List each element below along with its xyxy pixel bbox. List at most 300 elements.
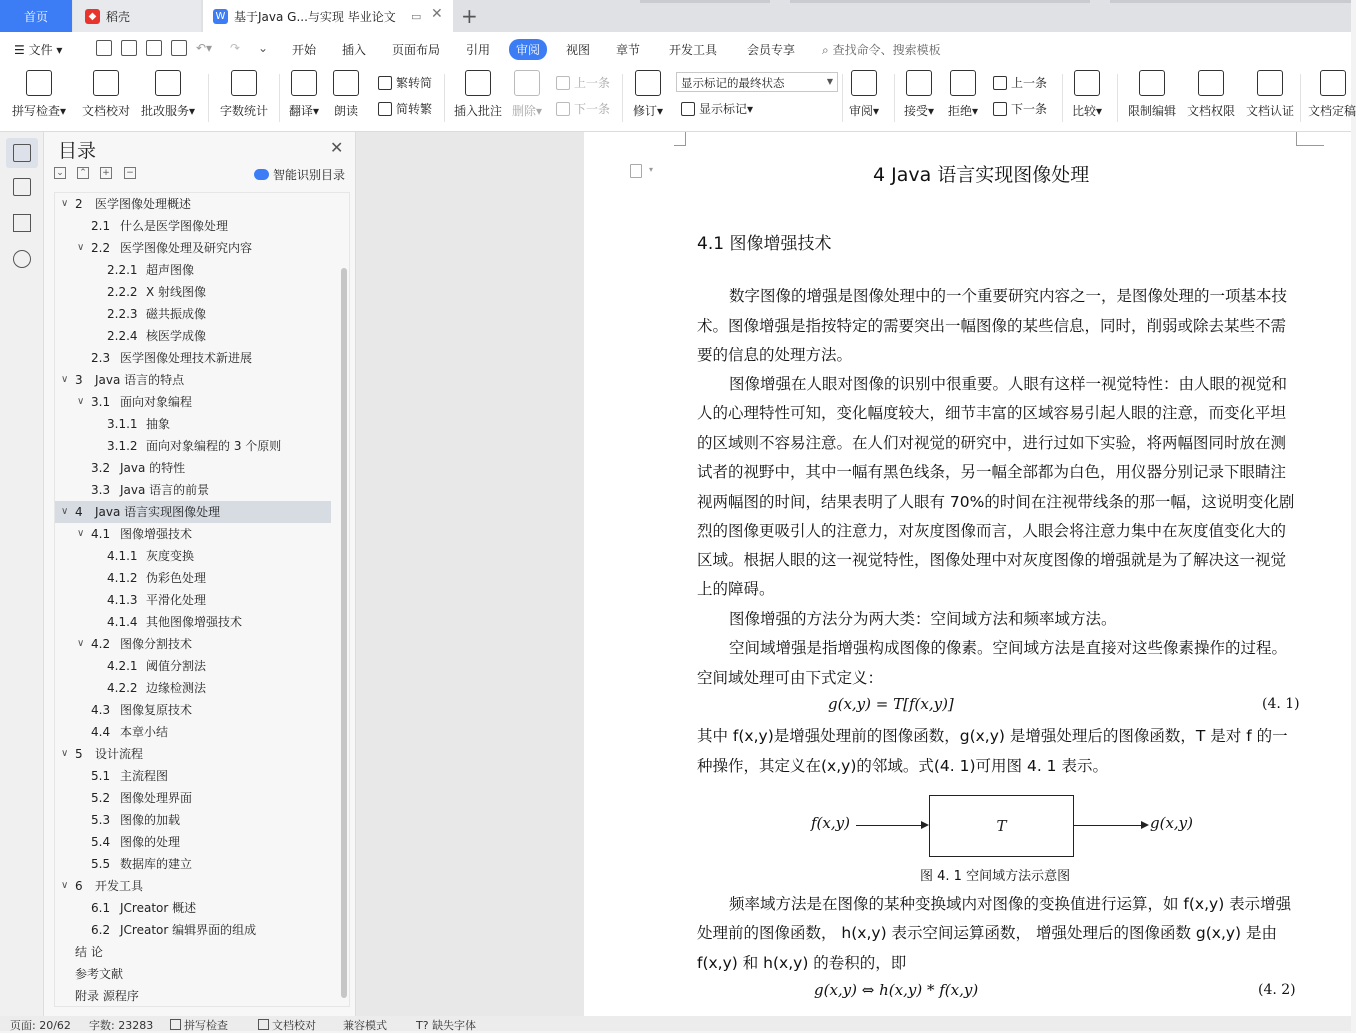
chevron-down-icon[interactable]: ∨ <box>77 396 85 407</box>
toc-item-number: 4 <box>75 505 83 519</box>
menu-developer[interactable]: 开发工具 <box>669 43 718 57</box>
spell-check-icon <box>26 70 52 96</box>
paragraph-line: 空间域处理可由下式定义： <box>697 669 884 687</box>
toc-item-number: 4.1 <box>91 527 111 541</box>
toc-item[interactable] <box>55 853 331 875</box>
toc-item-number: 2.1 <box>91 219 111 233</box>
toc-item-number: 5.2 <box>91 791 111 805</box>
equation-number: (4. 2) <box>1258 982 1296 998</box>
toc-item-label: 图像处理界面 <box>120 791 193 805</box>
paragraph-line: 要的信息的处理方法。 <box>697 346 853 364</box>
equation-4-2: g(x,y) ⇔ h(x,y) * f(x,y) <box>814 981 979 999</box>
review-pane-icon <box>851 70 877 96</box>
toc-item[interactable] <box>55 831 331 853</box>
toc-item[interactable] <box>55 875 331 897</box>
print-preview-icon[interactable] <box>171 40 187 56</box>
review-button[interactable]: 审阅▾ <box>849 70 879 119</box>
reject-button[interactable]: 拒绝▾ <box>948 70 978 119</box>
next-change-button[interactable] <box>993 100 1047 117</box>
paragraph-line: 空间域增强是指增强构成图像的像素。空间域方法是直接对这些像素操作的过程。 <box>729 639 1288 657</box>
batch-service-button[interactable]: 批改服务▾ <box>141 70 195 119</box>
toc-item[interactable] <box>55 523 331 545</box>
toc-item[interactable] <box>55 259 331 281</box>
translate-label: 翻译 <box>289 104 314 118</box>
figure-caption: 图 4. 1 空间域方法示意图 <box>920 869 1071 884</box>
toc-item-number: 4.1.2 <box>107 571 138 585</box>
toc-item-label: 开发工具 <box>95 879 144 893</box>
spell-check-toggle-label: 拼写检查 <box>184 1019 228 1032</box>
next-change-icon <box>993 102 1007 116</box>
toc-item-label: Java 语言的前景 <box>120 483 210 497</box>
page-indicator[interactable]: 页面: 20/62 <box>10 1019 71 1032</box>
insert-comment-button[interactable] <box>454 70 502 119</box>
toc-item[interactable] <box>55 567 331 589</box>
word-count-icon <box>231 70 257 96</box>
toc-item-number: 2.2.4 <box>107 329 138 343</box>
toc-item[interactable] <box>55 347 331 369</box>
paragraph-line: 烈的图像更吸引人的注意力，对灰度图像而言，人眼会将注意力集中在灰度值变化大的 <box>697 522 1287 540</box>
toc-scrollbar[interactable] <box>341 268 347 998</box>
compare-label: 比较 <box>1072 104 1097 118</box>
equation-number: (4. 1) <box>1262 696 1300 712</box>
markup-mode-value: 显示标记的最终状态 <box>681 76 785 90</box>
show-markup-label: 显示标记 <box>699 102 748 116</box>
ribbon-separator <box>444 74 445 122</box>
paragraph-line: 图像增强的方法分为两大类：空间域方法和频率域方法。 <box>729 610 1117 628</box>
tab-home-label: 首页 <box>23 9 48 24</box>
spell-check-toggle[interactable] <box>170 1017 228 1033</box>
word-count-button[interactable] <box>220 70 268 119</box>
prev-comment-label: 上一条 <box>574 76 611 90</box>
lock-icon <box>1139 70 1165 96</box>
track-changes-label: 修订 <box>633 104 658 118</box>
paragraph-line: 术。图像增强是指按特定的需要突出一幅图像的某些信息，同时，削弱或除去某些不需 <box>697 317 1287 335</box>
toc-item-number: 6.2 <box>91 923 111 937</box>
chapter-title: 4 Java 语言实现图像处理 <box>873 164 1090 186</box>
markup-mode-select[interactable] <box>676 72 838 92</box>
toc-item[interactable] <box>55 281 331 303</box>
toc-item[interactable] <box>55 787 331 809</box>
toc-item[interactable] <box>55 413 331 435</box>
chevron-down-icon: ▼ <box>826 77 833 86</box>
chevron-down-icon[interactable]: ∨ <box>77 638 85 649</box>
tab-document[interactable] <box>203 0 453 32</box>
compat-mode: 兼容模式 <box>343 1019 387 1032</box>
tab-strip-decor <box>640 0 770 3</box>
toc-item[interactable] <box>55 237 331 259</box>
export-pdf-icon[interactable] <box>121 40 137 56</box>
chevron-down-icon[interactable]: ∨ <box>61 374 69 385</box>
toc-item-number: 4.1.4 <box>107 615 138 629</box>
paragraph-line: 区域。根据人眼的这一视觉特性，图像处理中对灰度图像的增强就是为了解决这一视觉 <box>697 551 1287 569</box>
toc-list <box>54 192 350 1007</box>
menu-page-layout[interactable]: 页面布局 <box>392 43 441 57</box>
menu-view[interactable]: 视图 <box>566 43 591 57</box>
toc-item-number: 4.1.3 <box>107 593 138 607</box>
toc-item[interactable] <box>55 303 331 325</box>
paragraph-line: 人的心理特性可知，变化幅度较大，细节丰富的区域容易引起人眼的注意，而变化平坦 <box>697 404 1287 422</box>
paragraph-line: 图像增强在人眼对图像的识别中很重要。人眼有这样一视觉特性：由人眼的视觉和 <box>729 375 1288 393</box>
toc-item-number: 3.3 <box>91 483 111 497</box>
proofread-toggle[interactable] <box>258 1017 316 1033</box>
close-icon[interactable]: ✕ <box>330 138 344 157</box>
toc-item-number: 3.2 <box>91 461 111 475</box>
toc-item-label: 医学图像处理及研究内容 <box>120 241 253 255</box>
chevron-down-icon[interactable]: ∨ <box>61 880 69 891</box>
command-search-label: 查找命令、搜索模板 <box>832 43 941 57</box>
expand-up-icon[interactable]: ⌃ <box>77 167 89 179</box>
next-comment-icon <box>556 102 570 116</box>
wps-writer-icon: W <box>213 9 228 24</box>
missing-font-label: 缺失字体 <box>432 1019 477 1032</box>
doc-permission-label: 文档权限 <box>1187 104 1236 118</box>
toc-panel <box>44 132 356 1016</box>
show-markup-icon <box>681 102 695 116</box>
track-changes-icon <box>635 70 661 96</box>
next-comment-button[interactable] <box>556 100 610 117</box>
toc-item-number: 6 <box>75 879 83 893</box>
figure-arrow-in <box>856 825 922 826</box>
font-warning-icon: T? <box>416 1019 429 1032</box>
toc-item-label: 阈值分割法 <box>146 659 207 673</box>
toc-item[interactable] <box>55 611 331 633</box>
accept-button[interactable]: 接受▾ <box>904 70 934 119</box>
chevron-down-icon[interactable]: ∨ <box>61 198 69 209</box>
figure-input-label: f(x,y) <box>811 814 850 832</box>
print-icon[interactable] <box>146 40 162 56</box>
compare-icon <box>1074 70 1100 96</box>
batch-service-icon <box>155 70 181 96</box>
toc-panel-icon[interactable] <box>13 144 31 162</box>
tab-bar <box>0 0 1351 32</box>
batch-service-label: 批改服务 <box>141 104 190 118</box>
paragraph-line: 处理前的图像函数， h(x,y) 表示空间运算函数， 增强处理后的图像函数 g(x,y) 是由 <box>697 924 1278 942</box>
toc-item-number: 2 <box>75 197 83 211</box>
collapse-all-icon[interactable]: ⌄ <box>54 167 66 179</box>
chevron-down-icon: ▾ <box>649 165 654 174</box>
trad-to-simp-label: 繁转简 <box>396 76 433 90</box>
show-markup-button[interactable]: 显示标记 ▾ <box>681 100 753 117</box>
toc-item[interactable] <box>55 633 331 655</box>
word-count-indicator[interactable]: 字数: 23283 <box>89 1019 154 1032</box>
menu-start[interactable]: 开始 <box>292 43 317 57</box>
bookmark-icon[interactable] <box>13 214 31 232</box>
insert-comment-label: 插入批注 <box>454 104 503 118</box>
toc-item[interactable] <box>55 391 331 413</box>
toc-item[interactable] <box>55 765 331 787</box>
quick-access-dropdown-icon[interactable]: ⌄ <box>258 41 269 55</box>
toc-item-label: JCreator 概述 <box>120 901 197 915</box>
ribbon-separator <box>622 74 623 122</box>
prev-change-icon <box>993 76 1007 90</box>
simp-to-trad-label: 简转繁 <box>396 102 433 116</box>
paragraph-line: 其中 f(x,y)是增强处理前的图像函数，g(x,y) 是增强处理后的图像函数，T 是对 f 的一 <box>697 727 1288 745</box>
section-title: 4.1 图像增强技术 <box>697 234 832 254</box>
toc-item-label: Java 的特性 <box>120 461 186 475</box>
equation-4-1: g(x,y) = T[f(x,y)] <box>828 695 954 713</box>
toc-item[interactable] <box>55 325 331 347</box>
menu-references[interactable]: 引用 <box>466 43 491 57</box>
toc-item-label: 面向对象编程的 3 个原则 <box>146 439 282 453</box>
daoke-logo-icon: ◆ <box>85 9 100 24</box>
toc-item-number: 5.5 <box>91 857 111 871</box>
toc-item-label: 图像的处理 <box>120 835 181 849</box>
toc-item[interactable] <box>55 369 331 391</box>
toc-item[interactable] <box>55 589 331 611</box>
chevron-down-icon[interactable]: ∨ <box>61 506 69 517</box>
ribbon-separator <box>208 74 209 122</box>
tab-strip-decor <box>790 0 1090 3</box>
paragraph-line: 频率域方法是在图像的某种变换域内对图像的变换值进行运算，如 f(x,y) 表示增强 <box>729 895 1292 913</box>
doc-finalize-label: 文档定稿 <box>1308 104 1356 118</box>
toc-item[interactable] <box>55 457 331 479</box>
toc-item-label: 灰度变换 <box>146 549 195 563</box>
toc-item-label: 设计流程 <box>95 747 144 761</box>
toc-item-label: X 射线图像 <box>146 285 207 299</box>
figure-transform-box <box>929 795 1074 857</box>
toc-item-label: 其他图像增强技术 <box>146 615 243 629</box>
navigation-icon[interactable] <box>13 178 31 196</box>
toc-item[interactable] <box>55 479 331 501</box>
tab-screen-icon[interactable]: ▭ <box>411 9 422 23</box>
checkbox-icon <box>170 1019 181 1030</box>
ribbon-separator <box>1062 74 1063 122</box>
paragraph-line: 试者的视野中，其中一幅有黑色线条，另一幅全部都为白色，用仪器分别记录下眼睛注 <box>697 463 1287 481</box>
toc-item-number: 2.2.2 <box>107 285 138 299</box>
spell-check-label: 拼写检查 <box>12 104 61 118</box>
accept-label: 接受 <box>904 104 929 118</box>
toc-item-label: 伪彩色处理 <box>146 571 207 585</box>
toc-item-number: 2.2 <box>91 241 111 255</box>
smart-toc-label: 智能识别目录 <box>273 168 346 182</box>
shield-icon <box>1257 70 1283 96</box>
paragraph-line: f(x,y) 和 h(x,y) 的卷积的，即 <box>697 954 907 972</box>
review-label: 审阅 <box>849 104 874 118</box>
toc-item[interactable] <box>55 215 331 237</box>
toc-item-number: 5.3 <box>91 813 111 827</box>
tab-strip-decor <box>1110 0 1351 3</box>
toc-item-label: 图像分割技术 <box>120 637 193 651</box>
restrict-edit-label: 限制编辑 <box>1128 104 1177 118</box>
delete-comment-label: 删除 <box>512 104 537 118</box>
spell-check-button[interactable]: 拼写检查▾ <box>12 70 66 119</box>
read-aloud-button[interactable] <box>333 70 359 119</box>
redo-icon[interactable]: ↷ <box>230 41 241 55</box>
toc-item-number: 3.1 <box>91 395 111 409</box>
toc-item-number: 4.2 <box>91 637 111 651</box>
toc-item[interactable] <box>55 545 331 567</box>
menu-member[interactable]: 会员专享 <box>747 43 796 57</box>
toc-item-label: 医学图像处理技术新进展 <box>120 351 253 365</box>
doc-proofread-label: 文档校对 <box>82 104 131 118</box>
toc-item-label: 超声图像 <box>146 263 195 277</box>
paragraph-line: 视两幅图的时间，结果表明了人眼有 70%的时间在注视带线条的那一幅，这说明变化剧 <box>697 493 1295 511</box>
toc-item-label: 磁共振成像 <box>146 307 207 321</box>
toc-item-label: 数据库的建立 <box>120 857 193 871</box>
toc-item[interactable] <box>55 963 331 985</box>
delete-comment-icon <box>514 70 540 96</box>
toc-item-number: 6.1 <box>91 901 111 915</box>
toc-item-label: 主流程图 <box>120 769 169 783</box>
toc-item-label: Java 语言实现图像处理 <box>95 505 221 519</box>
ribbon-separator <box>1117 74 1118 122</box>
command-search[interactable] <box>822 41 941 58</box>
reject-icon <box>950 70 976 96</box>
toc-item[interactable] <box>55 677 331 699</box>
chevron-down-icon[interactable]: ∨ <box>61 748 69 759</box>
toc-item-label: 参考文献 <box>75 967 124 981</box>
ribbon-separator <box>842 74 843 122</box>
toc-item[interactable] <box>55 985 331 1007</box>
menu-review[interactable]: 审阅 <box>509 39 547 60</box>
delete-comment-button[interactable]: 删除▾ <box>512 70 542 119</box>
save-icon[interactable] <box>96 40 112 56</box>
figure-arrow-out <box>1074 825 1142 826</box>
toc-item[interactable] <box>55 501 331 523</box>
figure-arrowhead <box>921 821 929 829</box>
status-bar <box>0 1016 1351 1031</box>
toc-item-label: 边缘检测法 <box>146 681 207 695</box>
remove-heading-icon[interactable]: − <box>124 167 136 179</box>
toc-item[interactable] <box>55 743 331 765</box>
toc-item-label: JCreator 编辑界面的组成 <box>120 923 257 937</box>
toc-item[interactable] <box>55 435 331 457</box>
translate-button[interactable]: 翻译▾ <box>289 70 319 119</box>
word-count-label: 字数统计 <box>220 104 269 118</box>
next-change-label: 下一条 <box>1011 102 1048 116</box>
toc-item-number: 2.3 <box>91 351 111 365</box>
toc-item-label: 结 论 <box>75 945 103 959</box>
toc-item-number: 4.3 <box>91 703 111 717</box>
file-menu-label: 文件 <box>28 43 53 57</box>
toc-item-label: 图像的加载 <box>120 813 181 827</box>
figure-arrowhead <box>1141 821 1149 829</box>
chevron-down-icon[interactable]: ∨ <box>77 242 85 253</box>
toc-item-number: 5.1 <box>91 769 111 783</box>
margin-corner <box>1296 132 1324 146</box>
page-options-icon[interactable] <box>630 164 642 178</box>
toc-item-label: 图像复原技术 <box>120 703 193 717</box>
prev-change-label: 上一条 <box>1011 76 1048 90</box>
toc-item-number: 4.4 <box>91 725 111 739</box>
reject-label: 拒绝 <box>948 104 973 118</box>
doc-permission-button[interactable] <box>1187 70 1235 119</box>
ai-icon <box>254 169 269 180</box>
search-icon: ⌕ <box>822 43 829 57</box>
toc-item[interactable] <box>55 941 331 963</box>
simp-to-trad-icon <box>378 102 392 116</box>
doc-proofread-icon <box>93 70 119 96</box>
doc-proofread-button[interactable] <box>82 70 130 119</box>
restrict-edit-button[interactable] <box>1128 70 1176 119</box>
prev-change-button[interactable] <box>993 74 1047 91</box>
toc-item-label: Java 语言的特点 <box>95 373 185 387</box>
accept-icon <box>906 70 932 96</box>
toc-item-number: 3.1.2 <box>107 439 138 453</box>
prev-comment-button[interactable] <box>556 74 610 91</box>
toc-item-label: 图像增强技术 <box>120 527 193 541</box>
doc-certify-button[interactable] <box>1246 70 1294 119</box>
search-icon[interactable] <box>13 250 31 268</box>
toc-item-label: 本章小结 <box>120 725 169 739</box>
compare-button[interactable]: 比较▾ <box>1072 70 1102 119</box>
toc-item-number: 2.2.3 <box>107 307 138 321</box>
trad-to-simp-icon <box>378 76 392 90</box>
tab-document-label: 基于Java G...与实现 毕业论文 <box>234 9 396 24</box>
toc-item-number: 5 <box>75 747 83 761</box>
ribbon-separator <box>1300 74 1301 122</box>
prev-comment-icon <box>556 76 570 90</box>
toc-item-number: 3.1.1 <box>107 417 138 431</box>
tab-home[interactable] <box>0 0 72 32</box>
margin-corner <box>674 132 686 146</box>
paragraph-line: 的区域则不容易注意。在人们对视觉的研究中，进行过如下实验，将两幅图同时放在测 <box>697 434 1287 452</box>
doc-finalize-icon <box>1320 70 1346 96</box>
toc-item-label: 什么是医学图像处理 <box>120 219 229 233</box>
proofread-toggle-label: 文档校对 <box>272 1019 316 1032</box>
paragraph-line: 数字图像的增强是图像处理中的一个重要研究内容之一，是图像处理的一项基本技 <box>729 287 1288 305</box>
toc-item-number: 3 <box>75 373 83 387</box>
toc-item-label: 面向对象编程 <box>120 395 193 409</box>
tab-close-icon[interactable]: ✕ <box>431 6 443 22</box>
read-aloud-label: 朗读 <box>333 104 358 118</box>
review-ribbon <box>0 66 1356 132</box>
tab-daoke[interactable] <box>73 0 201 32</box>
chevron-down-icon[interactable]: ∨ <box>77 528 85 539</box>
toc-item-number: 4.2.1 <box>107 659 138 673</box>
trad-to-simp-button[interactable] <box>378 74 432 91</box>
toc-item[interactable] <box>55 897 331 919</box>
toc-item-label: 核医学成像 <box>146 329 207 343</box>
toc-item[interactable] <box>55 699 331 721</box>
toc-item-label: 平滑化处理 <box>146 593 207 607</box>
toc-item-label: 附录 源程序 <box>75 989 139 1003</box>
toc-item-number: 5.4 <box>91 835 111 849</box>
toc-item-label: 医学图像处理概述 <box>95 197 192 211</box>
translate-icon <box>291 70 317 96</box>
undo-icon[interactable]: ↶▾ <box>196 41 213 55</box>
toc-item[interactable] <box>55 721 331 743</box>
figure-output-label: g(x,y) <box>1150 814 1194 832</box>
toc-item[interactable] <box>55 919 331 941</box>
read-aloud-icon <box>333 70 359 96</box>
toc-item[interactable] <box>55 655 331 677</box>
figure-box-label: T <box>996 817 1007 835</box>
toc-item[interactable] <box>55 193 331 215</box>
paragraph-line: 上的障碍。 <box>697 580 775 598</box>
toc-item-number: 4.1.1 <box>107 549 138 563</box>
checkbox-icon <box>258 1019 269 1030</box>
toc-title: 目录 <box>58 140 97 162</box>
toc-item[interactable] <box>55 809 331 831</box>
ribbon-separator <box>894 74 895 122</box>
menu-chapter[interactable]: 章节 <box>616 43 641 57</box>
smart-toc-button[interactable] <box>254 166 345 183</box>
track-changes-button[interactable]: 修订▾ <box>633 70 663 119</box>
next-comment-label: 下一条 <box>574 102 611 116</box>
add-heading-icon[interactable]: + <box>100 167 112 179</box>
menu-insert[interactable]: 插入 <box>342 43 367 57</box>
new-tab-icon[interactable]: + <box>461 4 478 28</box>
side-rail <box>0 132 44 1016</box>
toc-item-number: 2.2.1 <box>107 263 138 277</box>
simp-to-trad-button[interactable] <box>378 100 432 117</box>
tab-daoke-label: 稻壳 <box>106 9 131 24</box>
missing-font[interactable] <box>416 1017 476 1033</box>
file-menu[interactable]: ☰ 文件 ▾ <box>14 43 63 57</box>
doc-finalize-button[interactable] <box>1308 70 1356 119</box>
menu-bar <box>0 32 1351 66</box>
